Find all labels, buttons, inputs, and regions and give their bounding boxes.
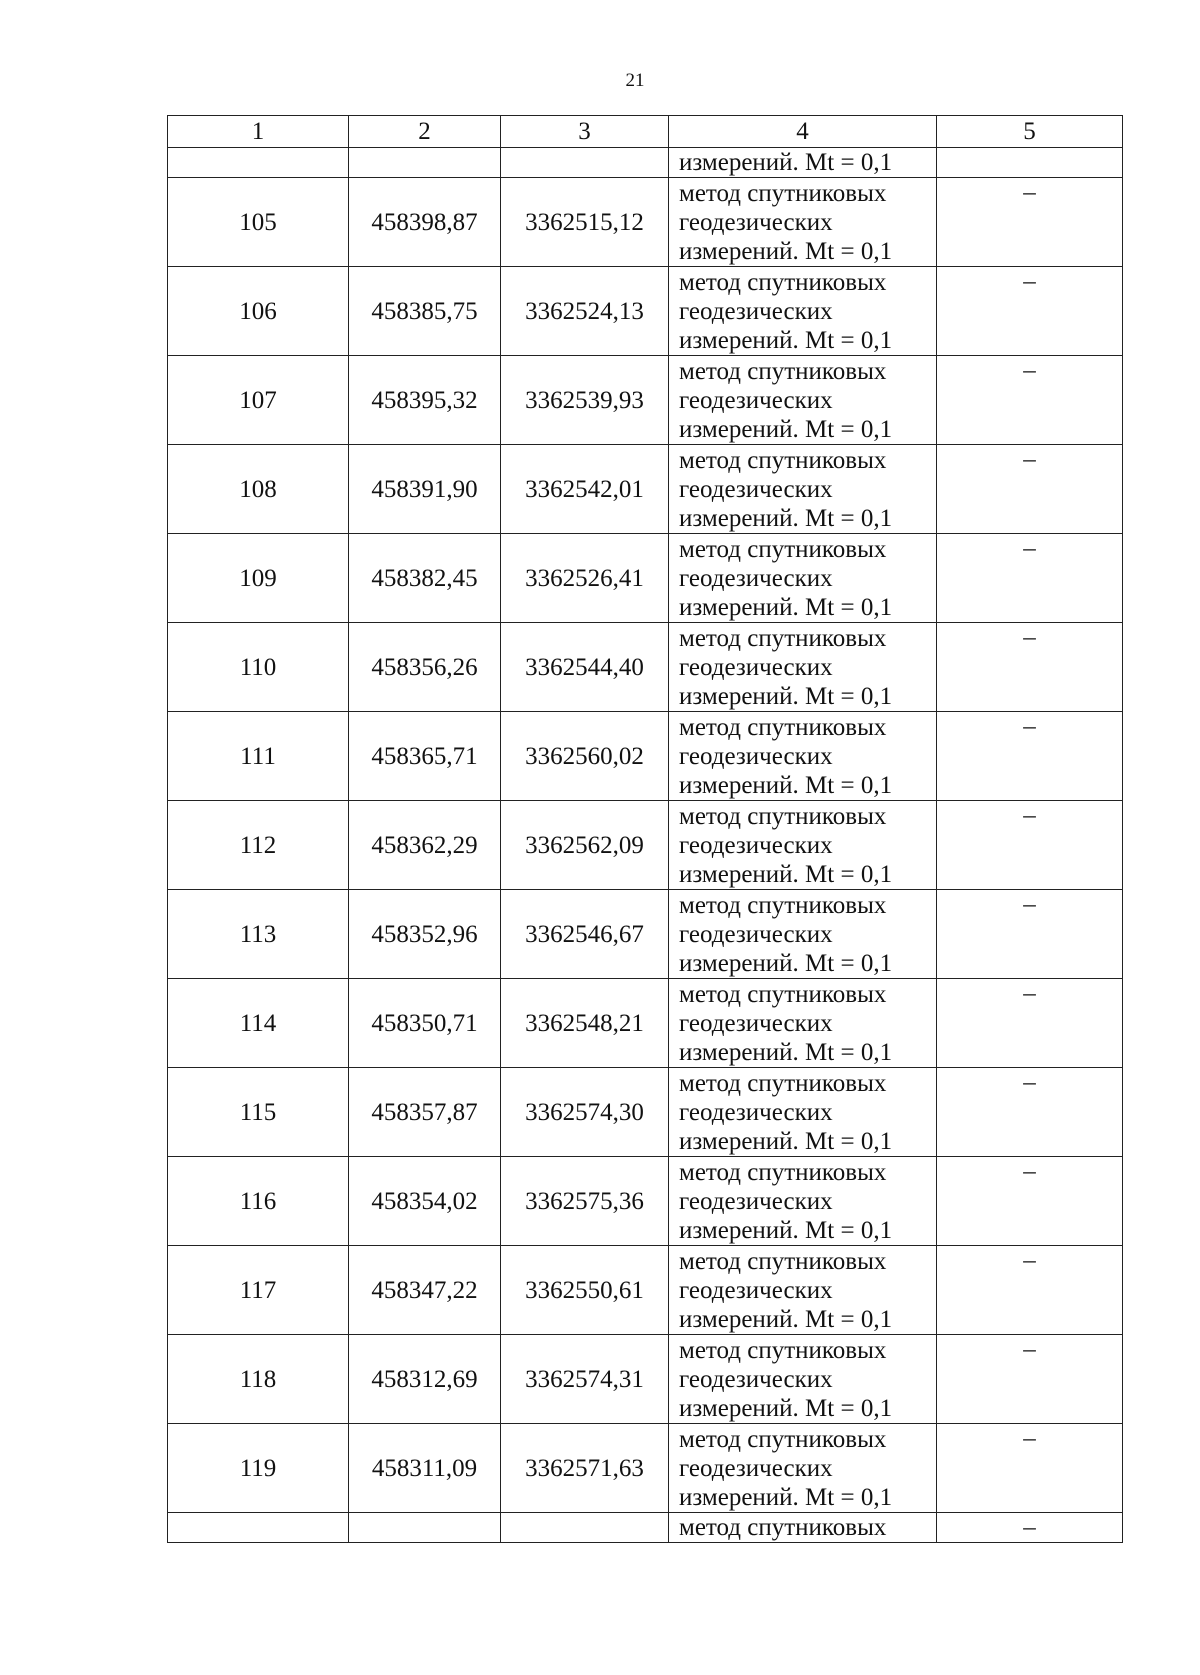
note-cell: – (937, 890, 1123, 979)
point-number-cell: 106 (168, 267, 349, 356)
x-coordinate-cell: 458365,71 (349, 712, 501, 801)
note-cell: – (937, 267, 1123, 356)
table-row (168, 801, 1123, 890)
table-row (168, 267, 1123, 356)
table-row (168, 356, 1123, 445)
note-cell: – (937, 623, 1123, 712)
point-number-cell: 113 (168, 890, 349, 979)
y-coordinate-cell: 3362575,36 (501, 1157, 669, 1246)
x-coordinate-cell: 458356,26 (349, 623, 501, 712)
empty-cell (349, 148, 501, 178)
method-cell: метод спутниковых геодезических измерений. Mt = 0,1 (669, 979, 937, 1068)
table-row (168, 712, 1123, 801)
y-coordinate-cell: 3362526,41 (501, 534, 669, 623)
table-row (168, 1335, 1123, 1424)
y-coordinate-cell: 3362515,12 (501, 178, 669, 267)
header-cell-3: 3 (501, 116, 669, 148)
table-row (168, 890, 1123, 979)
y-coordinate-cell: 3362524,13 (501, 267, 669, 356)
note-cell: – (937, 445, 1123, 534)
x-coordinate-cell: 458362,29 (349, 801, 501, 890)
note-cell: – (937, 1068, 1123, 1157)
empty-cell (349, 1513, 501, 1543)
point-number-cell: 119 (168, 1424, 349, 1513)
y-coordinate-cell: 3362539,93 (501, 356, 669, 445)
empty-cell (501, 148, 669, 178)
y-coordinate-cell: 3362550,61 (501, 1246, 669, 1335)
method-cell: метод спутниковых геодезических измерений. Mt = 0,1 (669, 1246, 937, 1335)
coordinates-table (167, 115, 1123, 1543)
y-coordinate-cell: 3362571,63 (501, 1424, 669, 1513)
continuation-row-bottom (168, 1513, 1123, 1543)
table-row (168, 178, 1123, 267)
note-cell: – (937, 1246, 1123, 1335)
header-cell-4: 4 (669, 116, 937, 148)
table-row (168, 1246, 1123, 1335)
header-cell-5: 5 (937, 116, 1123, 148)
method-cell: метод спутниковых геодезических измерений. Mt = 0,1 (669, 1335, 937, 1424)
table-row (168, 979, 1123, 1068)
y-coordinate-cell: 3362544,40 (501, 623, 669, 712)
point-number-cell: 114 (168, 979, 349, 1068)
x-coordinate-cell: 458382,45 (349, 534, 501, 623)
point-number-cell: 112 (168, 801, 349, 890)
note-cell: – (937, 1157, 1123, 1246)
empty-cell (937, 148, 1123, 178)
point-number-cell: 105 (168, 178, 349, 267)
method-cell: измерений. Mt = 0,1 (669, 148, 937, 178)
method-cell: метод спутниковых геодезических измерений. Mt = 0,1 (669, 712, 937, 801)
y-coordinate-cell: 3362548,21 (501, 979, 669, 1068)
method-cell: метод спутниковых геодезических измерений. Mt = 0,1 (669, 1424, 937, 1513)
point-number-cell: 110 (168, 623, 349, 712)
method-cell: метод спутниковых геодезических измерений. Mt = 0,1 (669, 178, 937, 267)
x-coordinate-cell: 458311,09 (349, 1424, 501, 1513)
method-cell: метод спутниковых геодезических измерений. Mt = 0,1 (669, 801, 937, 890)
note-cell: – (937, 178, 1123, 267)
method-cell: метод спутниковых геодезических измерений. Mt = 0,1 (669, 445, 937, 534)
point-number-cell: 108 (168, 445, 349, 534)
note-cell: – (937, 801, 1123, 890)
note-cell: – (937, 1424, 1123, 1513)
continuation-row-top (168, 148, 1123, 178)
y-coordinate-cell: 3362574,31 (501, 1335, 669, 1424)
method-cell: метод спутниковых геодезических измерений. Mt = 0,1 (669, 356, 937, 445)
point-number-cell: 111 (168, 712, 349, 801)
table-header-row (168, 116, 1123, 148)
y-coordinate-cell: 3362574,30 (501, 1068, 669, 1157)
point-number-cell: 115 (168, 1068, 349, 1157)
x-coordinate-cell: 458354,02 (349, 1157, 501, 1246)
note-cell: – (937, 712, 1123, 801)
method-cell: метод спутниковых геодезических измерений. Mt = 0,1 (669, 267, 937, 356)
point-number-cell: 118 (168, 1335, 349, 1424)
point-number-cell: 117 (168, 1246, 349, 1335)
method-cell: метод спутниковых геодезических измерений. Mt = 0,1 (669, 623, 937, 712)
header-cell-1: 1 (168, 116, 349, 148)
note-cell: – (937, 356, 1123, 445)
point-number-cell: 116 (168, 1157, 349, 1246)
x-coordinate-cell: 458385,75 (349, 267, 501, 356)
method-cell: метод спутниковых геодезических измерений. Mt = 0,1 (669, 890, 937, 979)
table-row (168, 1424, 1123, 1513)
table-row (168, 1068, 1123, 1157)
x-coordinate-cell: 458357,87 (349, 1068, 501, 1157)
method-cell: метод спутниковых геодезических измерений. Mt = 0,1 (669, 1157, 937, 1246)
y-coordinate-cell: 3362562,09 (501, 801, 669, 890)
y-coordinate-cell: 3362560,02 (501, 712, 669, 801)
empty-cell (501, 1513, 669, 1543)
x-coordinate-cell: 458352,96 (349, 890, 501, 979)
x-coordinate-cell: 458391,90 (349, 445, 501, 534)
y-coordinate-cell: 3362542,01 (501, 445, 669, 534)
table-row (168, 623, 1123, 712)
table-row (168, 534, 1123, 623)
x-coordinate-cell: 458350,71 (349, 979, 501, 1068)
table-row (168, 445, 1123, 534)
x-coordinate-cell: 458398,87 (349, 178, 501, 267)
x-coordinate-cell: 458395,32 (349, 356, 501, 445)
point-number-cell: 107 (168, 356, 349, 445)
note-cell: – (937, 979, 1123, 1068)
method-cell: метод спутниковых геодезических измерений. Mt = 0,1 (669, 534, 937, 623)
x-coordinate-cell: 458347,22 (349, 1246, 501, 1335)
point-number-cell: 109 (168, 534, 349, 623)
page-number: 21 (625, 70, 645, 91)
header-cell-2: 2 (349, 116, 501, 148)
x-coordinate-cell: 458312,69 (349, 1335, 501, 1424)
empty-cell (168, 148, 349, 178)
note-cell: – (937, 534, 1123, 623)
note-cell: – (937, 1513, 1123, 1543)
table-row (168, 1157, 1123, 1246)
method-cell: метод спутниковых (669, 1513, 937, 1543)
empty-cell (168, 1513, 349, 1543)
y-coordinate-cell: 3362546,67 (501, 890, 669, 979)
method-cell: метод спутниковых геодезических измерений. Mt = 0,1 (669, 1068, 937, 1157)
note-cell: – (937, 1335, 1123, 1424)
